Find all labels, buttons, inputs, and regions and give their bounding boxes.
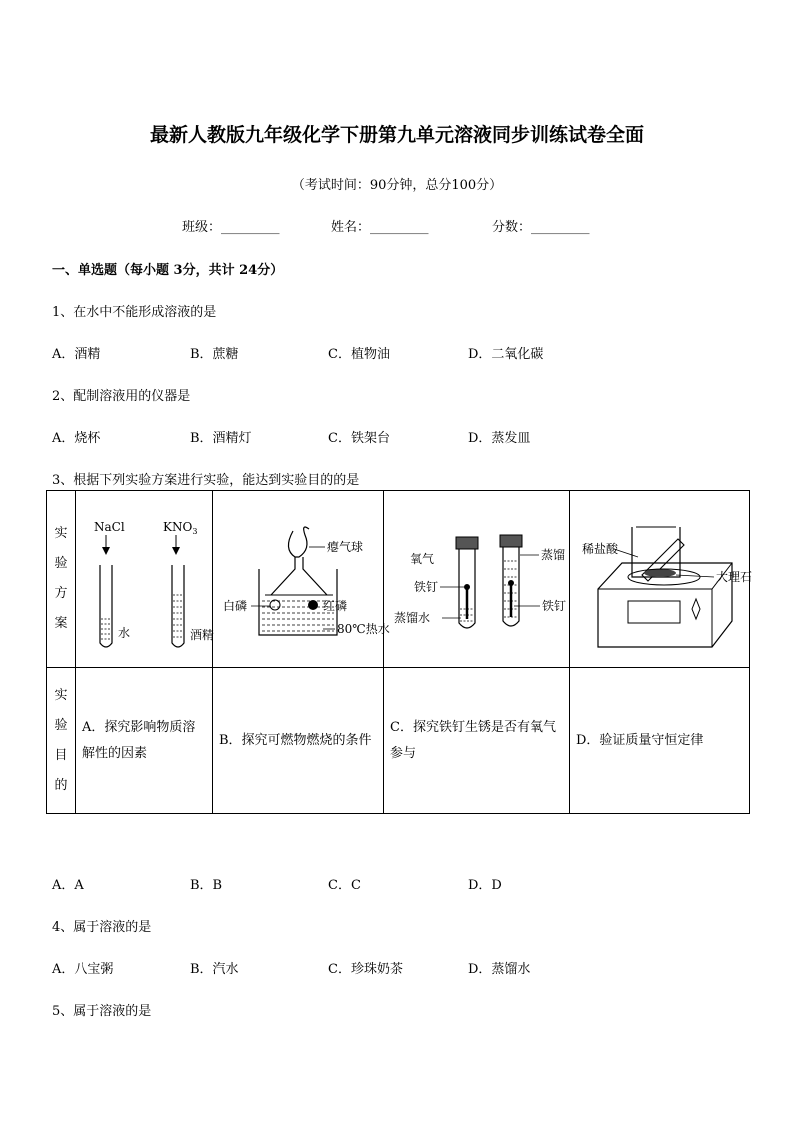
balloon-icon	[288, 527, 309, 557]
figure-a-cell	[76, 491, 213, 668]
question-stem: 4、属于溶液的是	[52, 920, 152, 935]
label-char: 实	[54, 687, 68, 703]
figure-d-cell	[570, 491, 753, 668]
experiment-table	[46, 490, 753, 814]
marble-label: 大理石	[716, 570, 753, 584]
option-b: B．汽水	[190, 962, 239, 977]
dist-water-label-right: 蒸馏	[541, 548, 566, 562]
figure-a-test-tubes	[76, 491, 213, 663]
option-d: D．D	[468, 878, 502, 893]
exam-subtitle: （考试时间：90分钟，总分100分）	[291, 178, 503, 193]
balloon-label: 瘪气球	[327, 540, 364, 554]
label-char: 验	[54, 556, 68, 571]
option-a: A．酒精	[52, 347, 101, 362]
option-d: D．蒸馏水	[468, 962, 531, 977]
name-field-label: 姓名：_________	[331, 220, 429, 235]
label-char: 案	[54, 616, 68, 631]
option-c: C．铁架台	[328, 431, 390, 446]
class-field-label: 班级：_________	[182, 220, 280, 235]
nail-head	[508, 580, 514, 586]
stopper-left-icon	[456, 537, 478, 549]
option-c: C．植物油	[328, 347, 390, 362]
option-d: D．蒸发皿	[468, 431, 531, 446]
flask-neck	[271, 557, 327, 595]
hot-water-label: 80℃热水	[337, 622, 390, 636]
dist-water-label-left: 蒸馏水	[394, 611, 431, 625]
section-heading: 一、单选题（每小题 3分，共计 24分）	[52, 263, 284, 278]
red-p-label: 红磷	[323, 599, 348, 613]
liquid-left	[101, 619, 111, 639]
stopper-right-icon	[500, 535, 522, 547]
test-tube-left	[100, 565, 112, 647]
purpose-d: D．验证质量守恒定律	[570, 668, 750, 814]
alcohol-label: 酒精	[190, 628, 215, 642]
figure-b-combustion	[213, 491, 390, 663]
white-phosphorus-icon	[270, 600, 280, 610]
label-char: 目	[54, 747, 68, 763]
row-label-plan	[47, 491, 76, 668]
question-stem: 1、在水中不能形成溶液的是	[52, 305, 217, 320]
page-title: 最新人教版九年级化学下册第九单元溶液同步训练试卷全面	[149, 124, 644, 146]
question-stem: 5、属于溶液的是	[52, 1004, 152, 1019]
option-c: C．C	[328, 878, 361, 893]
nail-label-left: 铁钉	[414, 580, 439, 594]
option-c: C．珍珠奶茶	[328, 962, 403, 977]
option-a: A．八宝粥	[52, 962, 114, 977]
figure-b-cell	[213, 491, 390, 668]
test-tube-right	[172, 565, 184, 647]
red-phosphorus-icon	[308, 600, 318, 610]
purpose-b: B．探究可燃物燃烧的条件	[213, 668, 384, 814]
question-stem: 3、根据下列实验方案进行实验，能达到实验目的的是	[52, 473, 360, 488]
figure-d-balance	[570, 491, 753, 663]
acid-label: 稀盐酸	[582, 542, 619, 556]
label-char: 实	[54, 526, 68, 541]
white-p-label: 白磷	[223, 599, 248, 613]
nacl-label: NaCl	[94, 520, 125, 534]
nail-head	[464, 584, 470, 590]
row-label-purpose	[47, 668, 76, 814]
balance-display-icon	[628, 601, 680, 623]
option-b: B．B	[190, 878, 223, 893]
figure-c-cell	[384, 491, 570, 668]
option-a: A．烧杯	[52, 431, 101, 446]
leader-line	[676, 575, 714, 577]
arrow-head	[172, 547, 180, 555]
option-d: D．二氧化碳	[468, 347, 544, 362]
purpose-c: C．探究铁钉生锈是否有氧气参与	[384, 668, 570, 814]
option-b: B．酒精灯	[190, 431, 252, 446]
liquid-right	[173, 595, 183, 637]
nail-label-right: 铁钉	[542, 599, 567, 613]
balance-knob-icon	[692, 599, 700, 619]
purpose-a: A．探究影响物质溶解性的因素	[76, 668, 213, 814]
kno3-label: $KNO_3$	[163, 520, 198, 536]
option-b: B．蔗糖	[190, 347, 239, 362]
figure-c-rust	[384, 491, 570, 663]
water-label: 水	[118, 626, 131, 640]
score-field-label: 分数：_________	[492, 220, 590, 235]
arrow-head	[102, 547, 110, 555]
label-char: 方	[54, 586, 68, 601]
oxygen-label: 氧气	[410, 552, 435, 566]
question-stem: 2、配制溶液用的仪器是	[52, 389, 191, 404]
label-char: 的	[54, 777, 68, 793]
option-a: A．A	[52, 878, 84, 893]
label-char: 验	[54, 717, 68, 733]
